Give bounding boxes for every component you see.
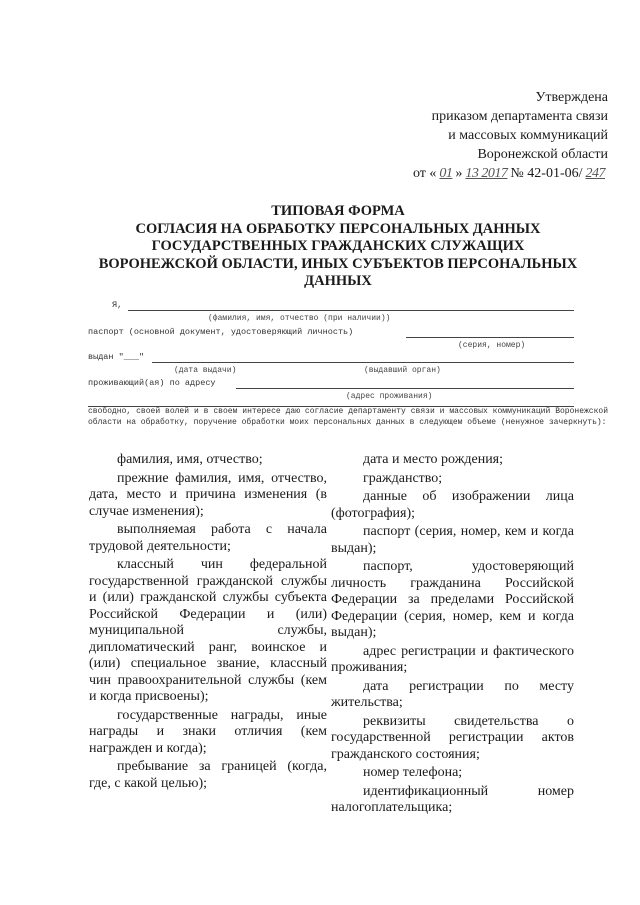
list-item: номер телефона; [363, 765, 463, 780]
title-line: ДАННЫХ [304, 273, 372, 289]
list-item: фамилия, имя, отчество; [117, 452, 263, 467]
date-prefix: от « [412, 166, 437, 181]
issued-field[interactable] [152, 362, 574, 363]
handwritten-month-year: 13 2017 [465, 166, 508, 181]
approval-line: приказом департамента связи [431, 109, 608, 124]
title-line: ВОРОНЕЖСКОЙ ОБЛАСТИ, ИНЫХ СУБЪЕКТОВ ПЕРСОНАЛЬНЫХ [98, 255, 578, 272]
number-prefix: № 42-01-06/ [510, 166, 583, 181]
consent-text: свободно, своей волей и в своем интересе даю согласие департаменту связи и массовых коммуникаций Воронежской области на обработку, поручение обработки моих персональных данных в следующем объеме (ненужное зачеркнуть): [88, 407, 608, 427]
fio-caption: (фамилия, имя, отчество (при наличии)) [208, 314, 391, 323]
passport-label: паспорт (основной документ, удостоверяющий личность) [88, 327, 354, 337]
issuer-caption: (выдавший орган) [364, 366, 441, 375]
fio-field[interactable] [128, 310, 574, 311]
address-field[interactable] [236, 388, 574, 389]
data-list-right [331, 452, 574, 819]
handwritten-number: 247 [585, 166, 605, 181]
passport-field[interactable] [406, 337, 574, 338]
ya-label: Я, [112, 300, 123, 310]
list-item: прежние фамилия, имя, отчество, дата, место и причина изменения (в случае изменения); [89, 470, 327, 519]
title-line: СОГЛАСИЯ НА ОБРАБОТКУ ПЕРСОНАЛЬНЫХ ДАННЫХ [135, 220, 541, 237]
list-item: дата регистрации по месту жительства; [331, 678, 574, 710]
approval-date-number [413, 164, 608, 183]
handwritten-day: 01 [439, 166, 453, 181]
address-label: проживающий(ая) по адресу [88, 378, 216, 388]
list-item: дата и место рождения; [363, 452, 504, 467]
approval-block [413, 88, 608, 183]
document-title [60, 203, 616, 291]
list-item: паспорт (серия, номер, кем и когда выдан); [331, 524, 574, 556]
series-caption: (серия, номер) [458, 341, 526, 350]
list-item: выполняемая работа с начала трудовой деятельности; [89, 522, 327, 554]
list-item: классный чин федеральной государственной гражданской службы и (или) гражданской службы субъекта Российской Федерации и (или) муниципальной службы, дипломатический ранг, воинское и (или) специальное звание, классный чин правоохранительной службы (кем и когда присвоены); [89, 557, 327, 704]
issue-date-caption: (дата выдачи) [174, 366, 237, 375]
list-item: идентификационный номер налогоплательщика; [331, 783, 574, 815]
approval-line: Утверждена [535, 90, 608, 105]
title-line: ТИПОВАЯ ФОРМА [271, 203, 405, 219]
list-item: паспорт, удостоверяющий личность гражданина Российской Федерации за пределами Российской Федерации (серия, номер, кем и когда выдан); [331, 559, 574, 640]
data-list-left [89, 452, 327, 794]
issued-label: выдан "___" [88, 352, 145, 362]
approval-line: Воронежской области [477, 147, 608, 162]
date-mid: » [455, 166, 463, 181]
list-item: государственные награды, иные награды и знаки отличия (кем награжден и когда); [89, 707, 327, 756]
approval-line: и массовых коммуникаций [448, 128, 608, 143]
list-item: данные об изображении лица (фотография); [331, 489, 574, 521]
title-line: ГОСУДАРСТВЕННЫХ ГРАЖДАНСКИХ СЛУЖАЩИХ [151, 238, 525, 254]
list-item: реквизиты свидетельства о государственной регистрации актов гражданского состояния; [331, 713, 574, 762]
list-item: гражданство; [363, 470, 443, 486]
list-item: пребывание за границей (когда, где, с какой целью); [89, 759, 327, 791]
address-caption: (адрес проживания) [346, 392, 433, 401]
list-item: адрес регистрации и фактического проживания; [331, 643, 574, 675]
